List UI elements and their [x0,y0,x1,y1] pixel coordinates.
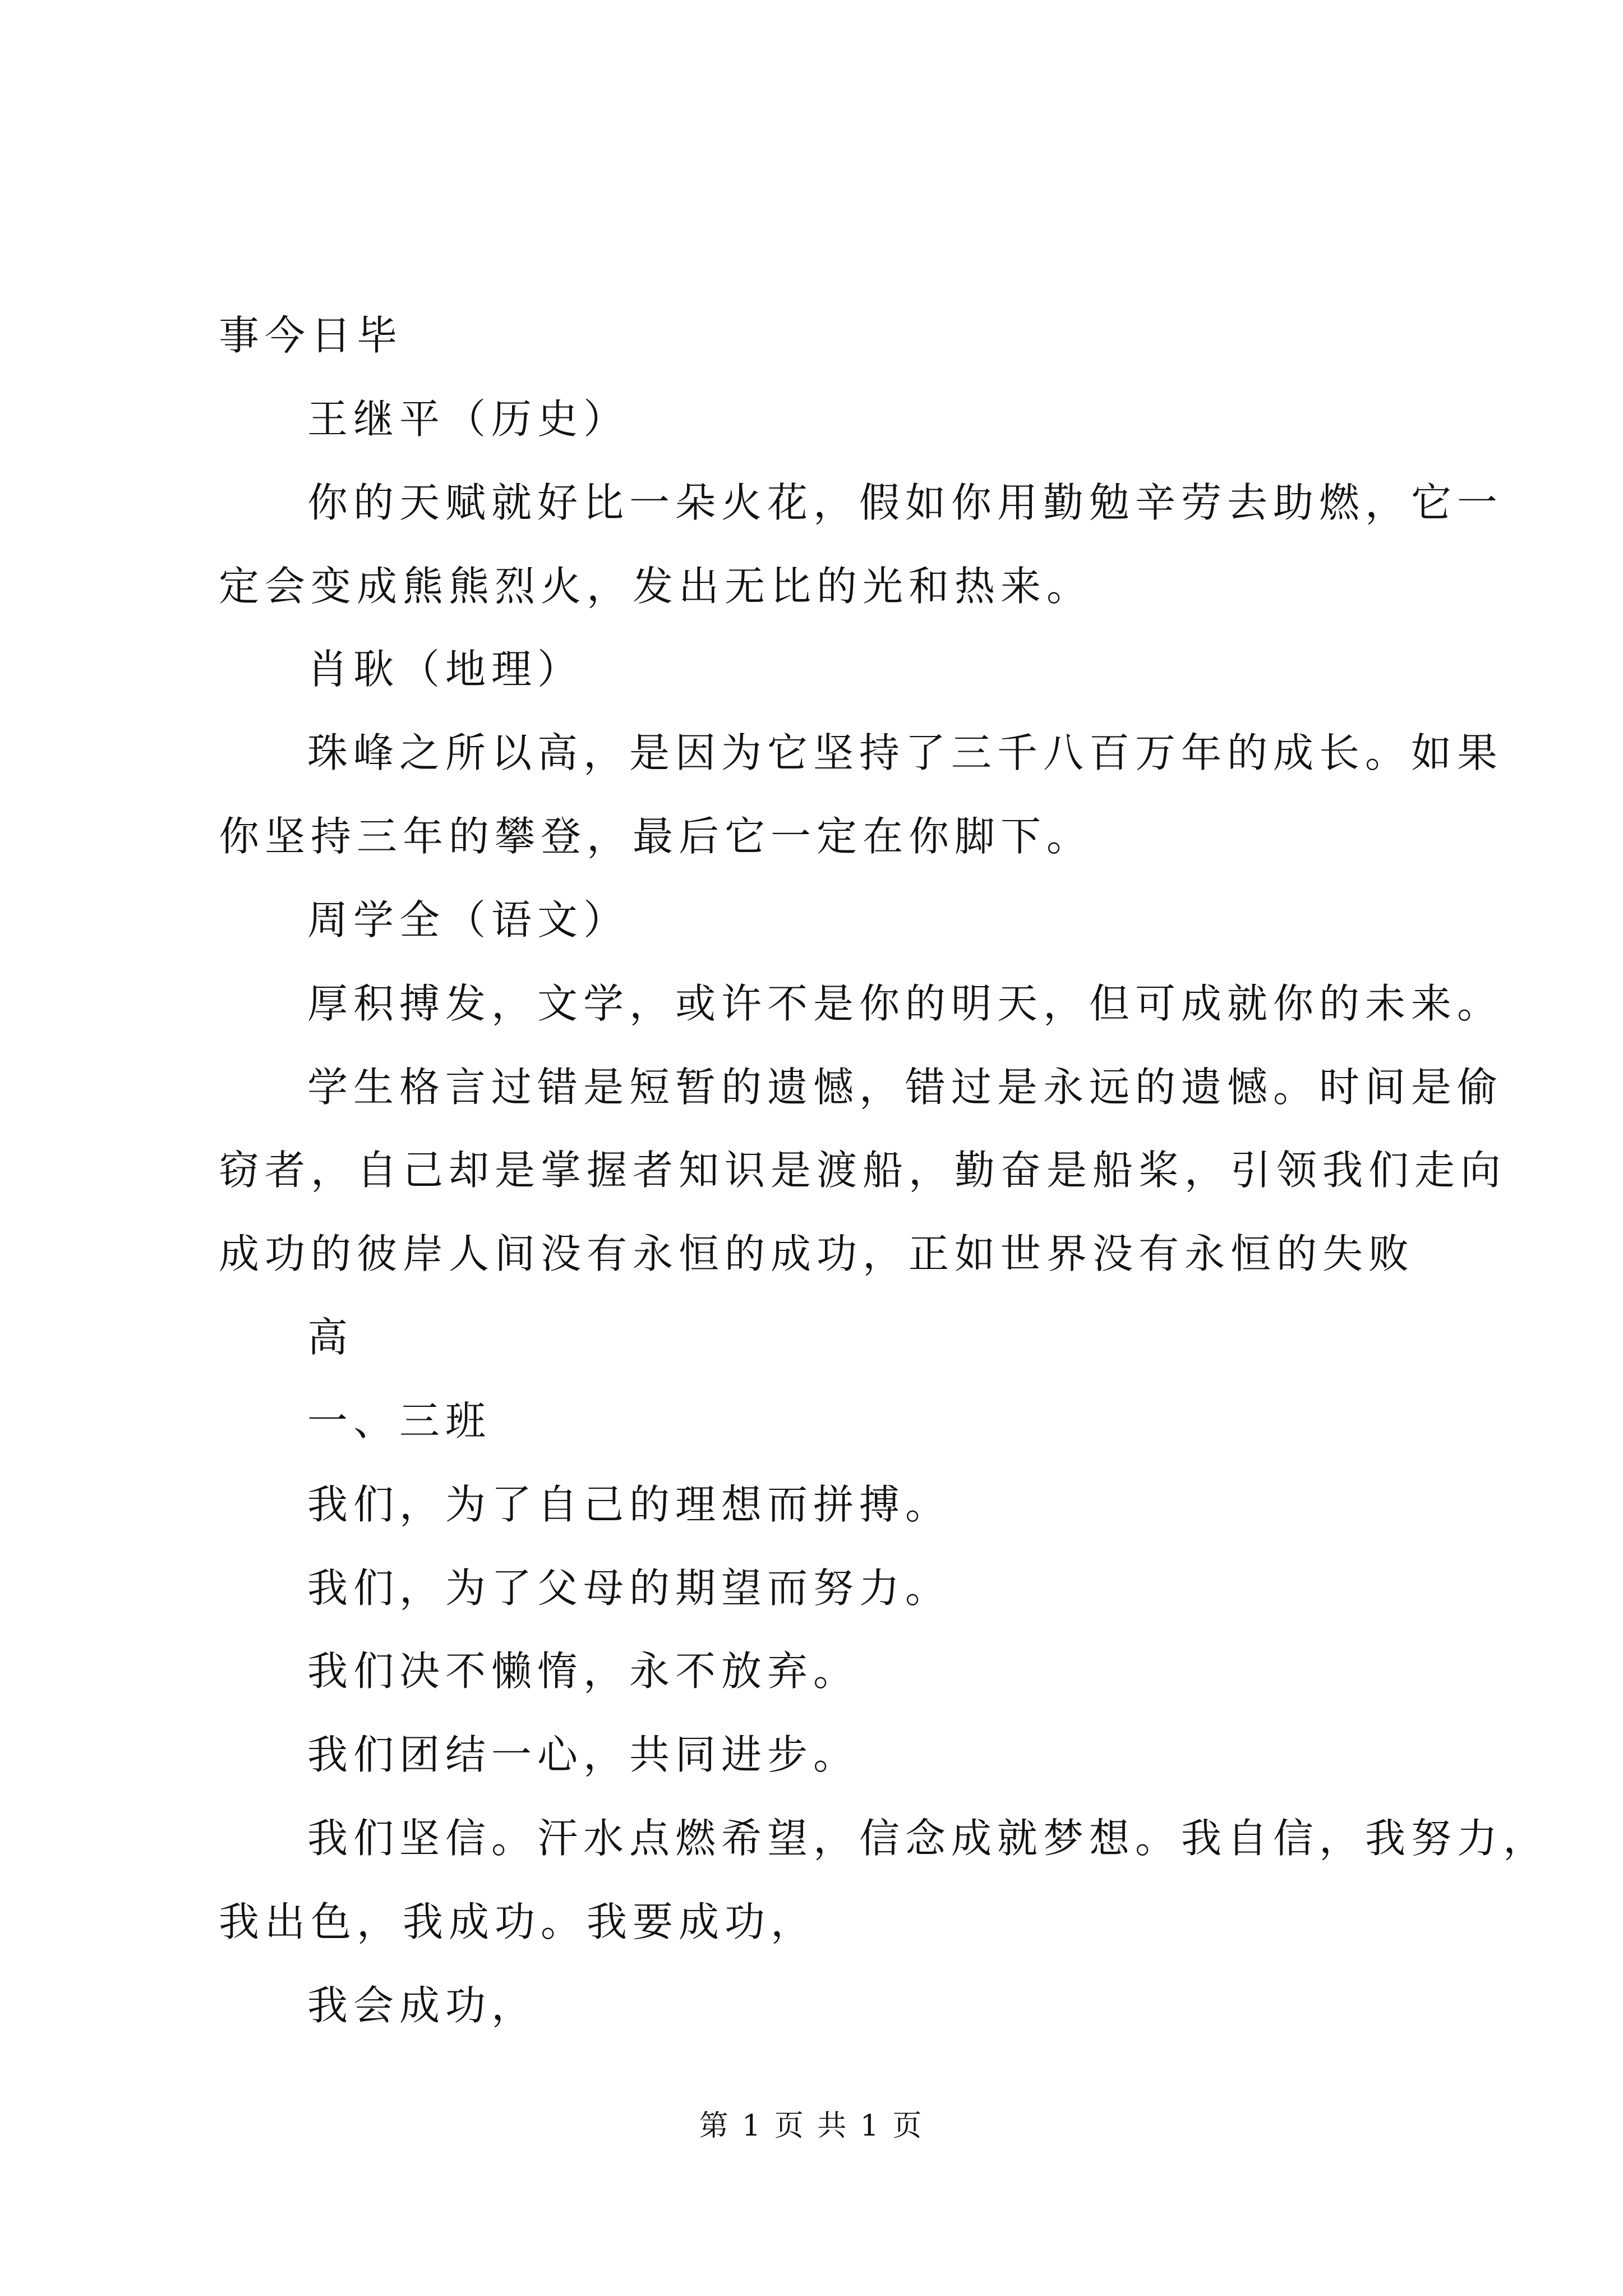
paragraph-line: 事今日毕 [219,312,403,359]
paragraph-line: 珠峰之所以高，是因为它坚持了三千八百万年的成长。如果 [307,729,1504,776]
paragraph-line: 我们决不懒惰，永不放弃。 [307,1648,860,1695]
paragraph-line: 肖耿（地理） [307,646,584,693]
paragraph-line: 你的天赋就好比一朵火花，假如你用勤勉辛劳去助燃，它一 [307,479,1504,526]
paragraph-line: 我们，为了父母的期望而努力。 [307,1565,952,1612]
paragraph-line: 成功的彼岸人间没有永恒的成功，正如世界没有永恒的失败 [219,1230,1415,1277]
paragraph-line: 我们坚信。汗水点燃希望，信念成就梦想。我自信，我努力， [307,1815,1550,1862]
paragraph-line: 你坚持三年的攀登，最后它一定在你脚下。 [219,813,1093,860]
paragraph-line: 厚积搏发，文学，或许不是你的明天，但可成就你的未来。 [307,980,1504,1027]
paragraph-line: 窃者，自己却是掌握者知识是渡船，勤奋是船桨，引领我们走向 [219,1147,1507,1194]
page-footer: 第 1 页 共 1 页 [699,2109,924,2143]
paragraph-line: 周学全（语文） [307,896,630,944]
paragraph-line: 定会变成熊熊烈火，发出无比的光和热来。 [219,563,1093,610]
paragraph-line: 王继平（历史） [307,395,630,443]
paragraph-line: 高 [307,1314,354,1361]
paragraph-line: 我会成功， [307,1982,538,2029]
paragraph-line: 学生格言过错是短暂的遗憾，错过是永远的遗憾。时间是偷 [307,1064,1504,1111]
paragraph-line: 一、三班 [307,1397,492,1444]
paragraph-line: 我们，为了自己的理想而拼搏。 [307,1481,952,1528]
paragraph-line: 我出色，我成功。我要成功， [219,1898,817,1945]
paragraph-line: 我们团结一心，共同进步。 [307,1731,860,1778]
